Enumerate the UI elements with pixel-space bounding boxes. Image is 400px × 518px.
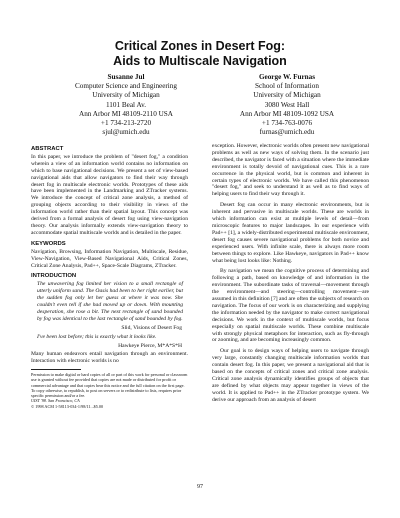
introduction-heading: INTRODUCTION <box>31 273 77 280</box>
author-email: sjul@umich.edu <box>102 128 150 137</box>
intro-paragraph: Many human endeavors entail navigation through an environment. Interaction with electronic worlds is no <box>31 351 188 365</box>
author-email: furnas@umich.edu <box>259 128 315 137</box>
author-name: George W. Furnas <box>258 73 316 81</box>
epigraph-attribution-2: Hawkeye Pierce, M*A*S*H <box>118 342 182 349</box>
author-address-line-1: 3080 West Hall <box>264 100 310 109</box>
author-name: Susanne Jul <box>107 73 145 81</box>
page-number: 97 <box>197 484 203 490</box>
body-paragraph: Our goal is to design ways of helping users to navigate through very large, constantly changing multiscale information worlds that contain desert fog. In this paper, we present a navigational aid that is based on the concepts of critical zones and critical zone analysis. Critical zone analysis dynamically identifies groups of objects that are defined by what objects may appear together in views of the world. It is applied to Pad++ in the ZTracker prototype system. We derive our approach from an analysis of desert <box>212 348 369 403</box>
paper-title-line-2: Aids to Multiscale Navigation <box>113 54 287 68</box>
body-paragraph: exception. However, electronic worlds often present new navigational problems as well as new ways of solving them. In the scenario just described, the navigator is faced with a situation where the immediate environment is totally devoid of navigational cues. This is a rare occurrence in the physical world, but is common and inherent in certain types of electronic worlds. We have called this phenomenon "desert fog," and seek to understand it as well as to find ways of helping users to find their way through it. <box>212 143 369 198</box>
epigraph-quote-2: I've been lost before; this is exactly what it looks like. <box>37 333 157 340</box>
abstract-heading: ABSTRACT <box>31 146 64 152</box>
body-paragraph: By navigation we mean the cognitive process of determining and following a path, based on knowledge of and information in the environment. The subordinate tasks of traversal—movement through the environment—and steering—controlling movement—are assumed in this definition [7] and are often the subjects of research on navigation. The focus of our work is on characterizing and supplying the information needed by the navigator to make correct navigational decisions. We work in the context of multiscale worlds, but focus especially on spatial multiscale worlds. These combine multiscale with strongly physical metaphors for interaction, such as fly-through or zooming, and are becoming increasingly common. <box>212 268 369 344</box>
author-affiliation: Computer Science and Engineering <box>75 82 177 91</box>
copyright-footnote: Permission to make digital or hard copies of all or part of this work for personal or classroom use is granted without fee provided that copies are not made or distributed for profit or commercial advantage and that copies bear this notice and the full citation on the first page. To copy otherwise, to republish, to post on servers or to redistribute to lists, requires prior specific permission and/or a fee. <box>31 372 188 399</box>
footnote-copyright: © 1998 ACM 1-58113-034-1/98/11...$5.00 <box>31 403 104 409</box>
author-organization: University of Michigan <box>92 91 160 100</box>
epigraph-quote: The unwavering fog limited her vision to a small rectangle of utterly uniform sand. The Oasis had been to her right earlier, but the sudden fog only let her guess at where it was now. She couldn't even tell if she had moved up or down. With mounting desperation, she rose a bit. The next rectangle of sand bounded by fog was identical to the last rectangle of sand bounded by fog. <box>37 281 183 322</box>
epigraph-attribution: Slid, Visions of Desert Fog <box>121 324 182 331</box>
author-affiliation: School of Information <box>255 82 319 91</box>
author-organization: University of Michigan <box>253 91 321 100</box>
author-phone: +1 734-213-2720 <box>100 119 152 128</box>
keywords-heading: KEYWORDS <box>31 240 66 247</box>
paper-title-line-1: Critical Zones in Desert Fog: <box>114 39 286 53</box>
author-address-line-2: Ann Arbor MI 48109-1092 USA <box>239 109 335 118</box>
author-address-line-1: 1101 Beal Av. <box>105 100 147 109</box>
author-block-2 <box>212 73 362 137</box>
keywords-text: Navigation, Browsing, Information Navigation, Multiscale, Residue, View-Navigation, View-Based Navigational Aids, Critical Zones, Critical Zone Analysis, Pad++, Space-Scale Diagrams, ZTracker. <box>31 248 188 269</box>
body-paragraph: Desert fog can occur in many electronic environments, but is inherent and pervasive in multiscale worlds. These are worlds in which information can exist at multiple levels of detail—from microscopic features to major landscapes. In our experience with Pad++ [1], a widely-distributed experimental multiscale environment, desert fog causes severe navigational problems for both novice and experienced users. With infinite scale, there is always more room between things to explore. Like Hawkeye, navigators in Pad++ know what being lost looks like: Nothing. <box>212 202 369 264</box>
abstract-text: In this paper, we introduce the problem of "desert fog," a condition wherein a view of an information world contains no information on which to base navigational decisions. We present a set of view-based navigational aids that allow navigators to find their way through desert fog in multiscale electronic worlds. Prototypes of these aids have been implemented in the Landmarking and ZTracker systems. We introduce the concept of critical zone analysis, a method of grouping objects according to their visibility in views of the information world rather than their spatial layout. This concept was derived from a formal analysis of desert fog using view-navigation theory. Our analysis informally extends view-navigation theory to accommodate spatial multiscale worlds and is detailed in the paper. <box>31 153 188 236</box>
author-block-1 <box>51 73 201 137</box>
author-address-line-2: Ann Arbor MI 48109-2110 USA <box>79 109 173 118</box>
footnote-venue: UIST '98. San Francisco, CA <box>31 398 80 404</box>
footnote-rule <box>31 369 81 370</box>
right-column <box>212 143 369 408</box>
left-column <box>31 143 188 409</box>
author-phone: +1 734-763-0076 <box>261 119 313 128</box>
